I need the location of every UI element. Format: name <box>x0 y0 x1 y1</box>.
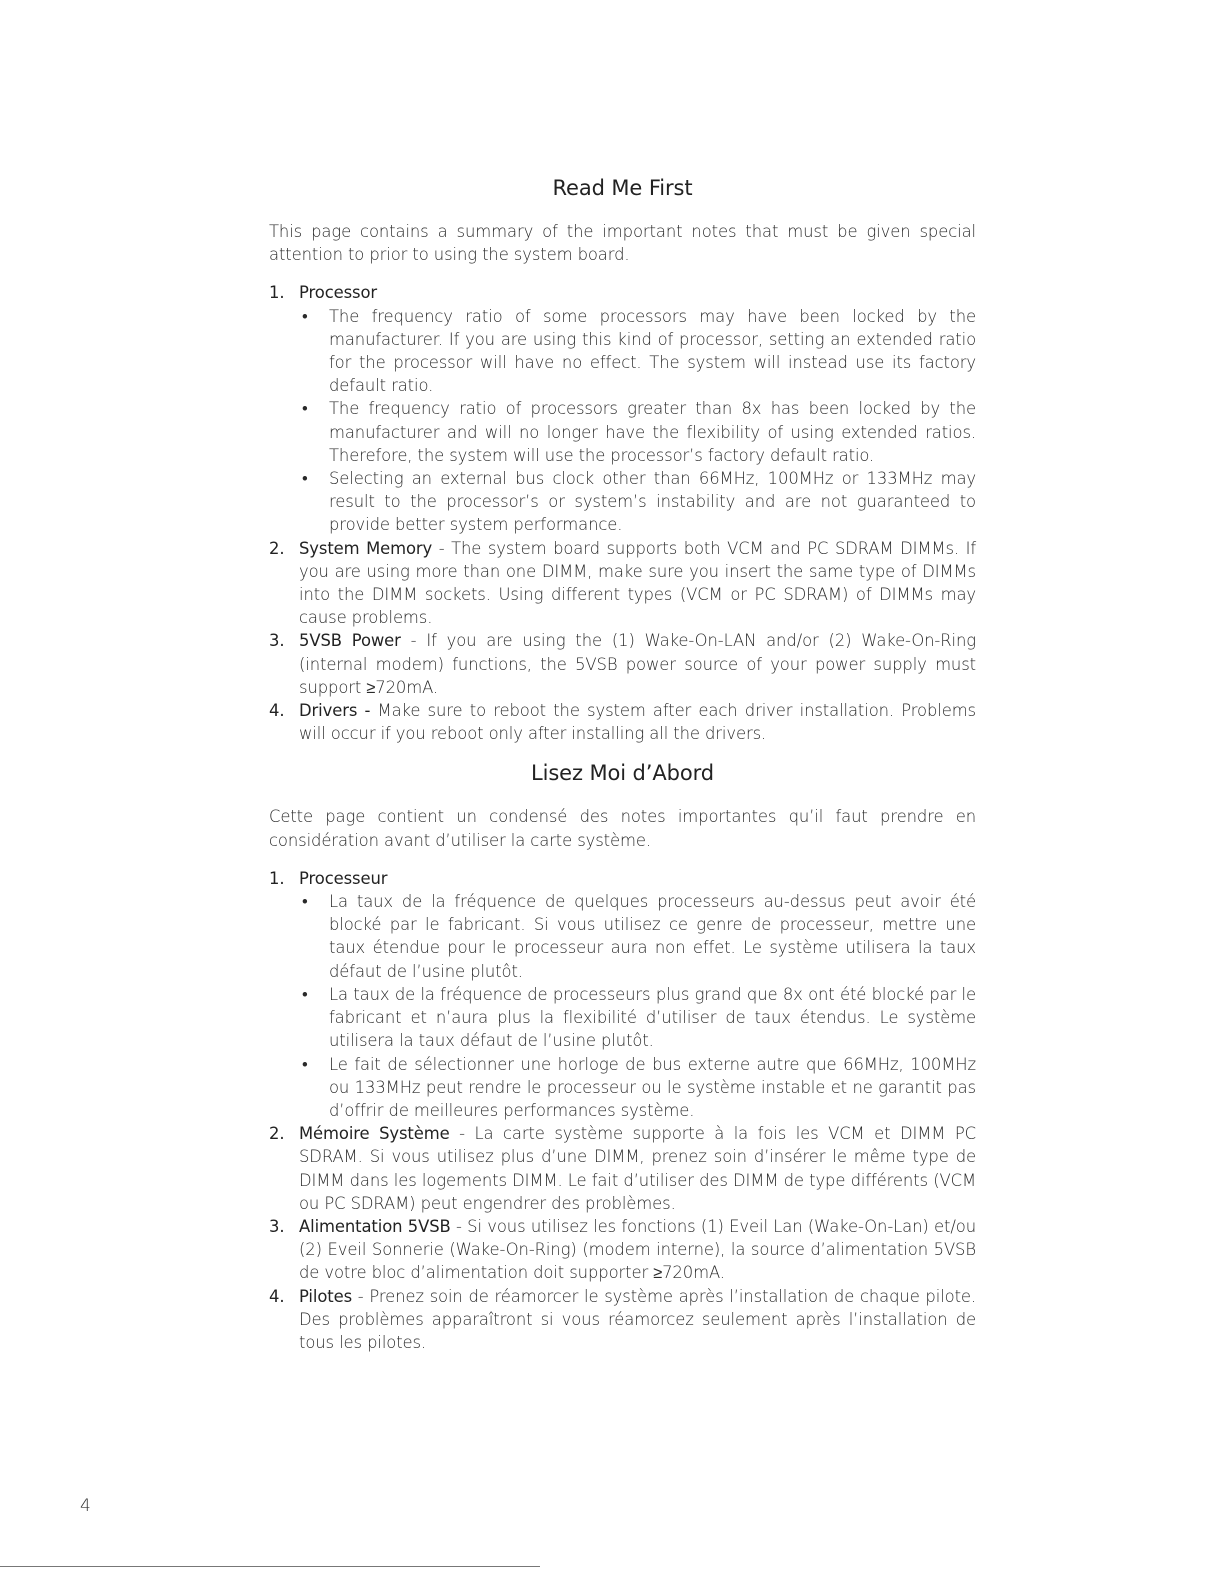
note-number: 2. <box>269 538 285 558</box>
bullet-text: Le fait de sélectionner une horloge de bus externe autre que 66MHz, 100MHz ou 133MHz peut rendre le processeur ou le système instable et ne garantit pas d’offrir de meilleures performances système. <box>329 1054 976 1120</box>
english-note-drivers <box>269 699 976 745</box>
bullet-icon: • <box>302 984 308 1004</box>
note-number: 3. <box>269 631 285 651</box>
note-heading: 5VSB Power <box>299 631 401 651</box>
note-heading: Drivers - <box>299 701 371 721</box>
processeur-bullets <box>299 890 976 1122</box>
processor-bullets <box>299 305 976 537</box>
note-heading: Processeur <box>299 868 388 888</box>
note-text: - Prenez soin de réamorcer le système après l’installation de chaque pilote. Des problèmes apparaîtront si vous réamorcez seulement après l’installation de tous les pilotes. <box>299 1286 976 1352</box>
note-text: Make sure to reboot the system after each driver installation. Problems will occur if you reboot only after installing all the drivers. <box>299 701 976 744</box>
bullet-item <box>299 890 976 983</box>
note-text: - If you are using the (1) Wake-On-LAN and/or (2) Wake-On-Ring (internal modem) functions, the 5VSB power source of your power supply must support ≥720mA. <box>299 631 976 697</box>
french-notes-list <box>269 867 976 1354</box>
bullet-icon: • <box>302 1054 308 1074</box>
bullet-item <box>299 1053 976 1123</box>
note-heading: Mémoire Système <box>299 1124 450 1144</box>
note-number: 4. <box>269 1286 285 1306</box>
french-intro: Cette page contient un condensé des notes importantes qu’il faut prendre en considération avant d’utiliser la carte système. <box>269 807 976 850</box>
english-note-processor <box>269 281 976 536</box>
french-note-alimentation-5vsb <box>269 1215 976 1285</box>
french-note-memoire-systeme <box>269 1122 976 1215</box>
bullet-icon: • <box>302 892 308 912</box>
note-heading: System Memory <box>299 538 433 558</box>
note-number: 1. <box>269 283 285 303</box>
bullet-item <box>299 397 976 467</box>
note-text: - Si vous utilisez les fonctions (1) Eveil Lan (Wake-On-Lan) et/ou (2) Eveil Sonnerie (Wake-On-Ring) (modem interne), la source d’alimentation 5VSB de votre bloc d’alimentation doit supporter ≥720mA. <box>299 1216 976 1283</box>
note-number: 4. <box>269 701 285 721</box>
note-number: 2. <box>269 1124 285 1144</box>
page-number: 4 <box>80 1496 91 1516</box>
bullet-text: Selecting an external bus clock other than 66MHz, 100MHz or 133MHz may result to the processor’s or system’s instability and are not guaranteed to provide better system performance. <box>329 469 976 535</box>
note-heading: Pilotes <box>299 1286 353 1306</box>
note-number: 1. <box>269 868 285 888</box>
french-note-pilotes <box>269 1285 976 1355</box>
french-title: Lisez Moi d’Abord <box>530 761 714 786</box>
note-heading: Alimentation 5VSB <box>299 1216 451 1236</box>
bullet-icon: • <box>302 469 308 489</box>
english-title: Read Me First <box>552 176 693 200</box>
bullet-item <box>299 983 976 1053</box>
bullet-item <box>299 467 976 537</box>
english-note-system-memory <box>269 537 976 630</box>
note-number: 3. <box>269 1216 285 1236</box>
english-notes-list <box>269 281 976 745</box>
page-content <box>269 172 976 1354</box>
french-note-processeur <box>269 867 976 1122</box>
bullet-text: The frequency ratio of processors greater than 8x has been locked by the manufacturer and will no longer have the flexibility of using extended ratios. Therefore, the system will use the processor’s factory default ratio. <box>329 399 976 465</box>
bullet-text: La taux de la fréquence de quelques processeurs au-dessus peut avoir été blocké par le fabricant. Si vous utilisez ce genre de processeur, mettre une taux étendue pour le processeur aura non effet. Le système utilisera la taux défaut de l’usine plutôt. <box>329 892 976 981</box>
note-text: - The system board supports both VCM and PC SDRAM DIMMs. If you are using more than one DIMM, make sure you insert the same type of DIMMs into the DIMM sockets. Using different types (VCM or PC SDRAM) of DIMMs may cause problems. <box>299 538 976 628</box>
english-note-5vsb-power <box>269 629 976 699</box>
english-intro: This page contains a summary of the important notes that must be given special attention to prior to using the system board. <box>269 222 976 265</box>
bullet-item <box>299 305 976 398</box>
bullet-icon: • <box>302 399 308 419</box>
bullet-icon: • <box>302 306 308 326</box>
bottom-divider <box>0 1566 540 1567</box>
bullet-text: The frequency ratio of some processors may have been locked by the manufacturer. If you are using this kind of processor, setting an extended ratio for the processor will have no effect. The system will instead use its factory default ratio. <box>329 306 976 396</box>
note-heading: Processor <box>299 283 378 303</box>
bullet-text: La taux de la fréquence de processeurs plus grand que 8x ont été blocké par le fabricant et n’aura plus la flexibilité d’utiliser de taux étendus. Le système utilisera la taux défaut de l’usine plutôt. <box>329 984 976 1051</box>
note-text: - La carte système supporte à la fois les VCM et DIMM PC SDRAM. Si vous utilisez plus d’une DIMM, prenez soin d’insérer le même type de DIMM dans les logements DIMM. Le fait d’utiliser des DIMM de type différents (VCM ou PC SDRAM) peut engendrer des problèmes. <box>299 1124 976 1213</box>
